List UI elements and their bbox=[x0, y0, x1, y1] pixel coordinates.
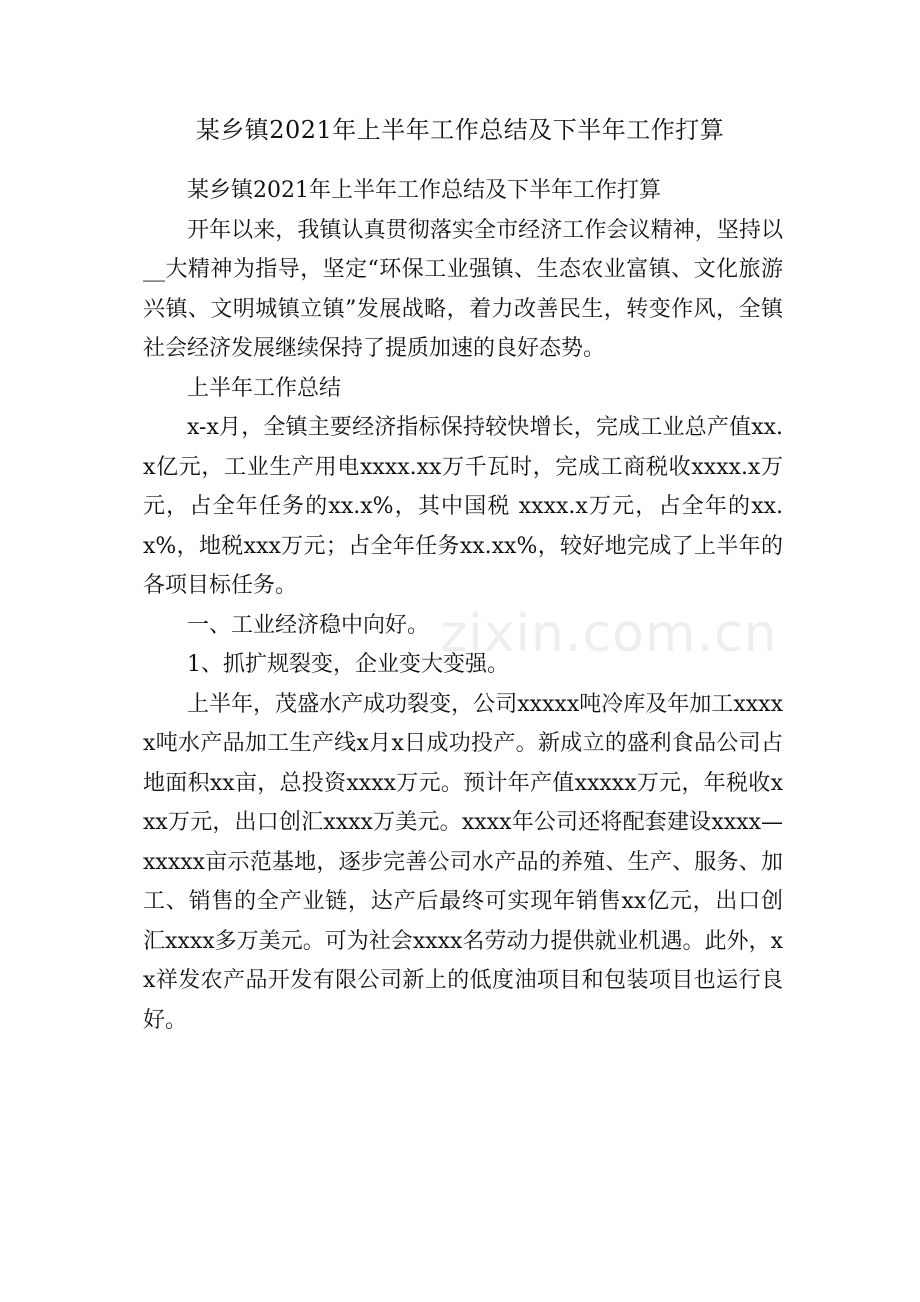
body-paragraph-indicators: x-x月，全镇主要经济指标保持较快增长，完成工业总产值xx.x亿元，工业生产用电xxxx.xx万千瓦时，完成工商税收xxxx.x万元，占全年任务的xx.x%，其中国税 xxxx.x万元，占全年的xx.x%，地税xxx万元；占全年任务xx.xx%，较好地完成了上半年的各项目标任务。 bbox=[143, 415, 783, 598]
document-body bbox=[143, 171, 783, 1040]
subsection-heading-expansion: 1、抓扩规裂变，企业变大变强。 bbox=[187, 652, 509, 677]
body-paragraph-enterprise: 上半年，茂盛水产成功裂变，公司xxxxx吨冷库及年加工xxxxx吨水产品加工生产线x月x日成功投产。新成立的盛利食品公司占地面积xx亩，总投资xxxx万元。预计年产值xxxxx万元，年税收xxx万元，出口创汇xxxx万美元。xxxx年公司还将配套建设xxxx—xxxxx亩示范基地，逐步完善公司水产品的养殖、生产、服务、加工、销售的全产业链，达产后最终可实现年销售xx亿元，出口创汇xxxx多万美元。可为社会xxxx名劳动力提供就业机遇。此外，xx祥发农产品开发有限公司新上的低度油项目和包装项目也运行良好。 bbox=[143, 691, 783, 1033]
section-heading-summary: 上半年工作总结 bbox=[187, 375, 342, 401]
section-heading-industry: 一、工业经济稳中向好。 bbox=[187, 612, 430, 638]
body-paragraph-subtitle: 某乡镇2021年上半年工作总结及下半年工作打算 bbox=[187, 178, 661, 203]
body-paragraph-intro: 开年以来，我镇认真贯彻落实全市经济工作会议精神，坚持以__大精神为指导，坚定“环保工业强镇、生态农业富镇、文化旅游兴镇、文明城镇立镇”发展战略，着力改善民生，转变作风，全镇社会经济发展继续保持了提质加速的良好态势。 bbox=[143, 217, 783, 361]
document-title: 某乡镇2021年上半年工作总结及下半年工作打算 bbox=[195, 116, 725, 144]
watermark-text: zixin.com.cn bbox=[440, 604, 778, 664]
